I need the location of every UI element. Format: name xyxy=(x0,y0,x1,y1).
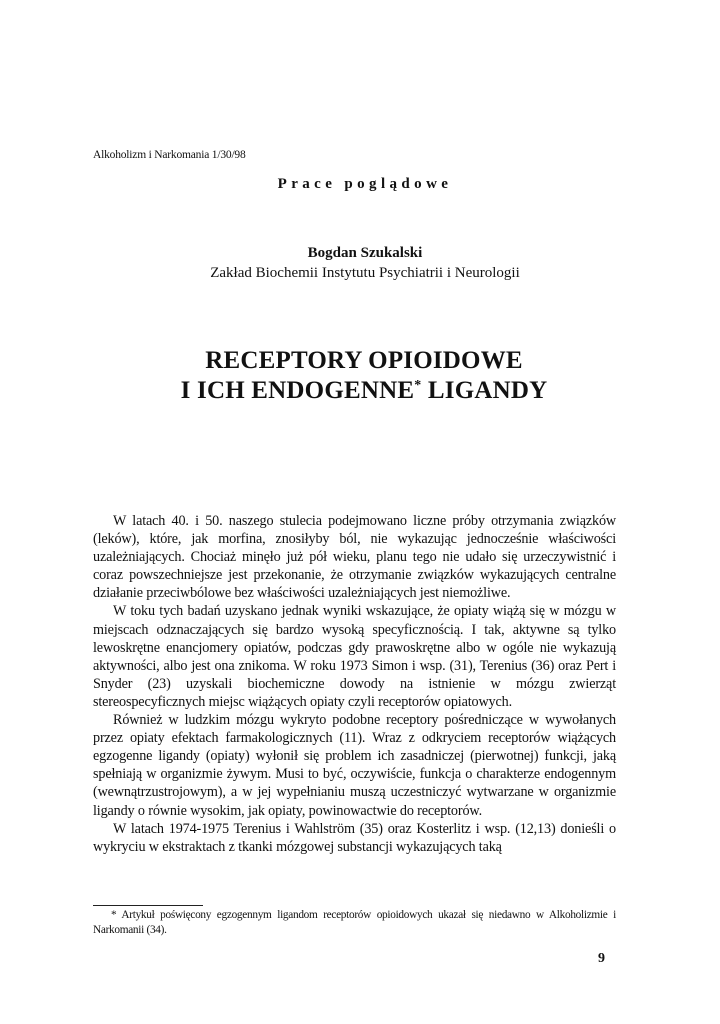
body-paragraph: W latach 1974-1975 Terenius i Wahlström (35) oraz Kosterlitz i wsp. (12,13) donieśli o wykryciu w ekstraktach z tkanki mózgowej substancji wykazujących taką xyxy=(93,820,616,855)
title-line-2-part-1: I ICH ENDOGENNE xyxy=(180,377,415,404)
journal-citation: Alkoholizm i Narkomania 1/30/98 xyxy=(93,149,246,161)
footnote: * Artykuł poświęcony egzogennym ligandom receptorów opioidowych ukazał się niedawno w Alkoholizmie i Narkomanii (34). xyxy=(93,909,616,936)
section-heading: Prace poglądowe xyxy=(277,176,453,192)
author-name: Bogdan Szukalski xyxy=(307,245,423,261)
page-number: 9 xyxy=(598,951,605,966)
article-body xyxy=(93,512,616,856)
author-affiliation: Zakład Biochemii Instytutu Psychiatrii i Neurologii xyxy=(210,265,520,281)
body-paragraph: W latach 40. i 50. naszego stulecia podejmowano liczne próby otrzymania związków (leków), które, jak morfina, znosiłyby ból, nie wykazując jednocześnie właściwości uzależniających. Chociaż minęło już pół wieku, planu tego nie udało się urzeczywistnić i coraz powszechniejsze jest przekonanie, że otrzymanie związków wykazujących centralne działanie przeciwbólowe bez właściwości uzależniających jest niemożliwe. xyxy=(93,513,616,602)
footnote-separator xyxy=(93,905,203,906)
title-footnote-marker[interactable]: * xyxy=(414,378,422,393)
title-line-2 xyxy=(8,376,720,406)
title-line-1: RECEPTORY OPIOIDOWE xyxy=(205,347,523,374)
body-paragraph: Również w ludzkim mózgu wykryto podobne receptory pośredniczące w wywołanych przez opiaty efektach farmakologicznych (11). Wraz z odkryciem receptorów wiążących egzogenne ligandy (opiaty) wyłonił się problem ich zasadniczej (pierwotnej) funkcji, jaką spełniają w organizmie żywym. Musi to być, oczywiście, funkcja o charakterze endogennym (wewnątrzustrojowym), a w jej wypełnianiu muszą uczestniczyć wytwarzane w organizmie ligandy o równie wysokim, jak opiaty, powinowactwie do receptorów. xyxy=(93,712,616,819)
body-paragraph: W toku tych badań uzyskano jednak wyniki wskazujące, że opiaty wiążą się w mózgu w miejscach odznaczających się bardzo wysoką specyficznością. I tak, aktywne są tylko lewoskrętne enancjomery opiatów, podczas gdy prawoskrętne albo w ogóle nie wykazują aktywności, albo jest ona znikoma. W roku 1973 Simon i wsp. (31), Terenius (36) oraz Pert i Snyder (23) uzyskali biochemiczne dowody na istnienie w mózgu zwierząt stereospecyficznych miejsc wiążących opiaty czyli receptorów opiatowych. xyxy=(93,603,616,710)
title-line-2-part-2: LIGANDY xyxy=(421,377,548,404)
article-title xyxy=(0,346,720,406)
